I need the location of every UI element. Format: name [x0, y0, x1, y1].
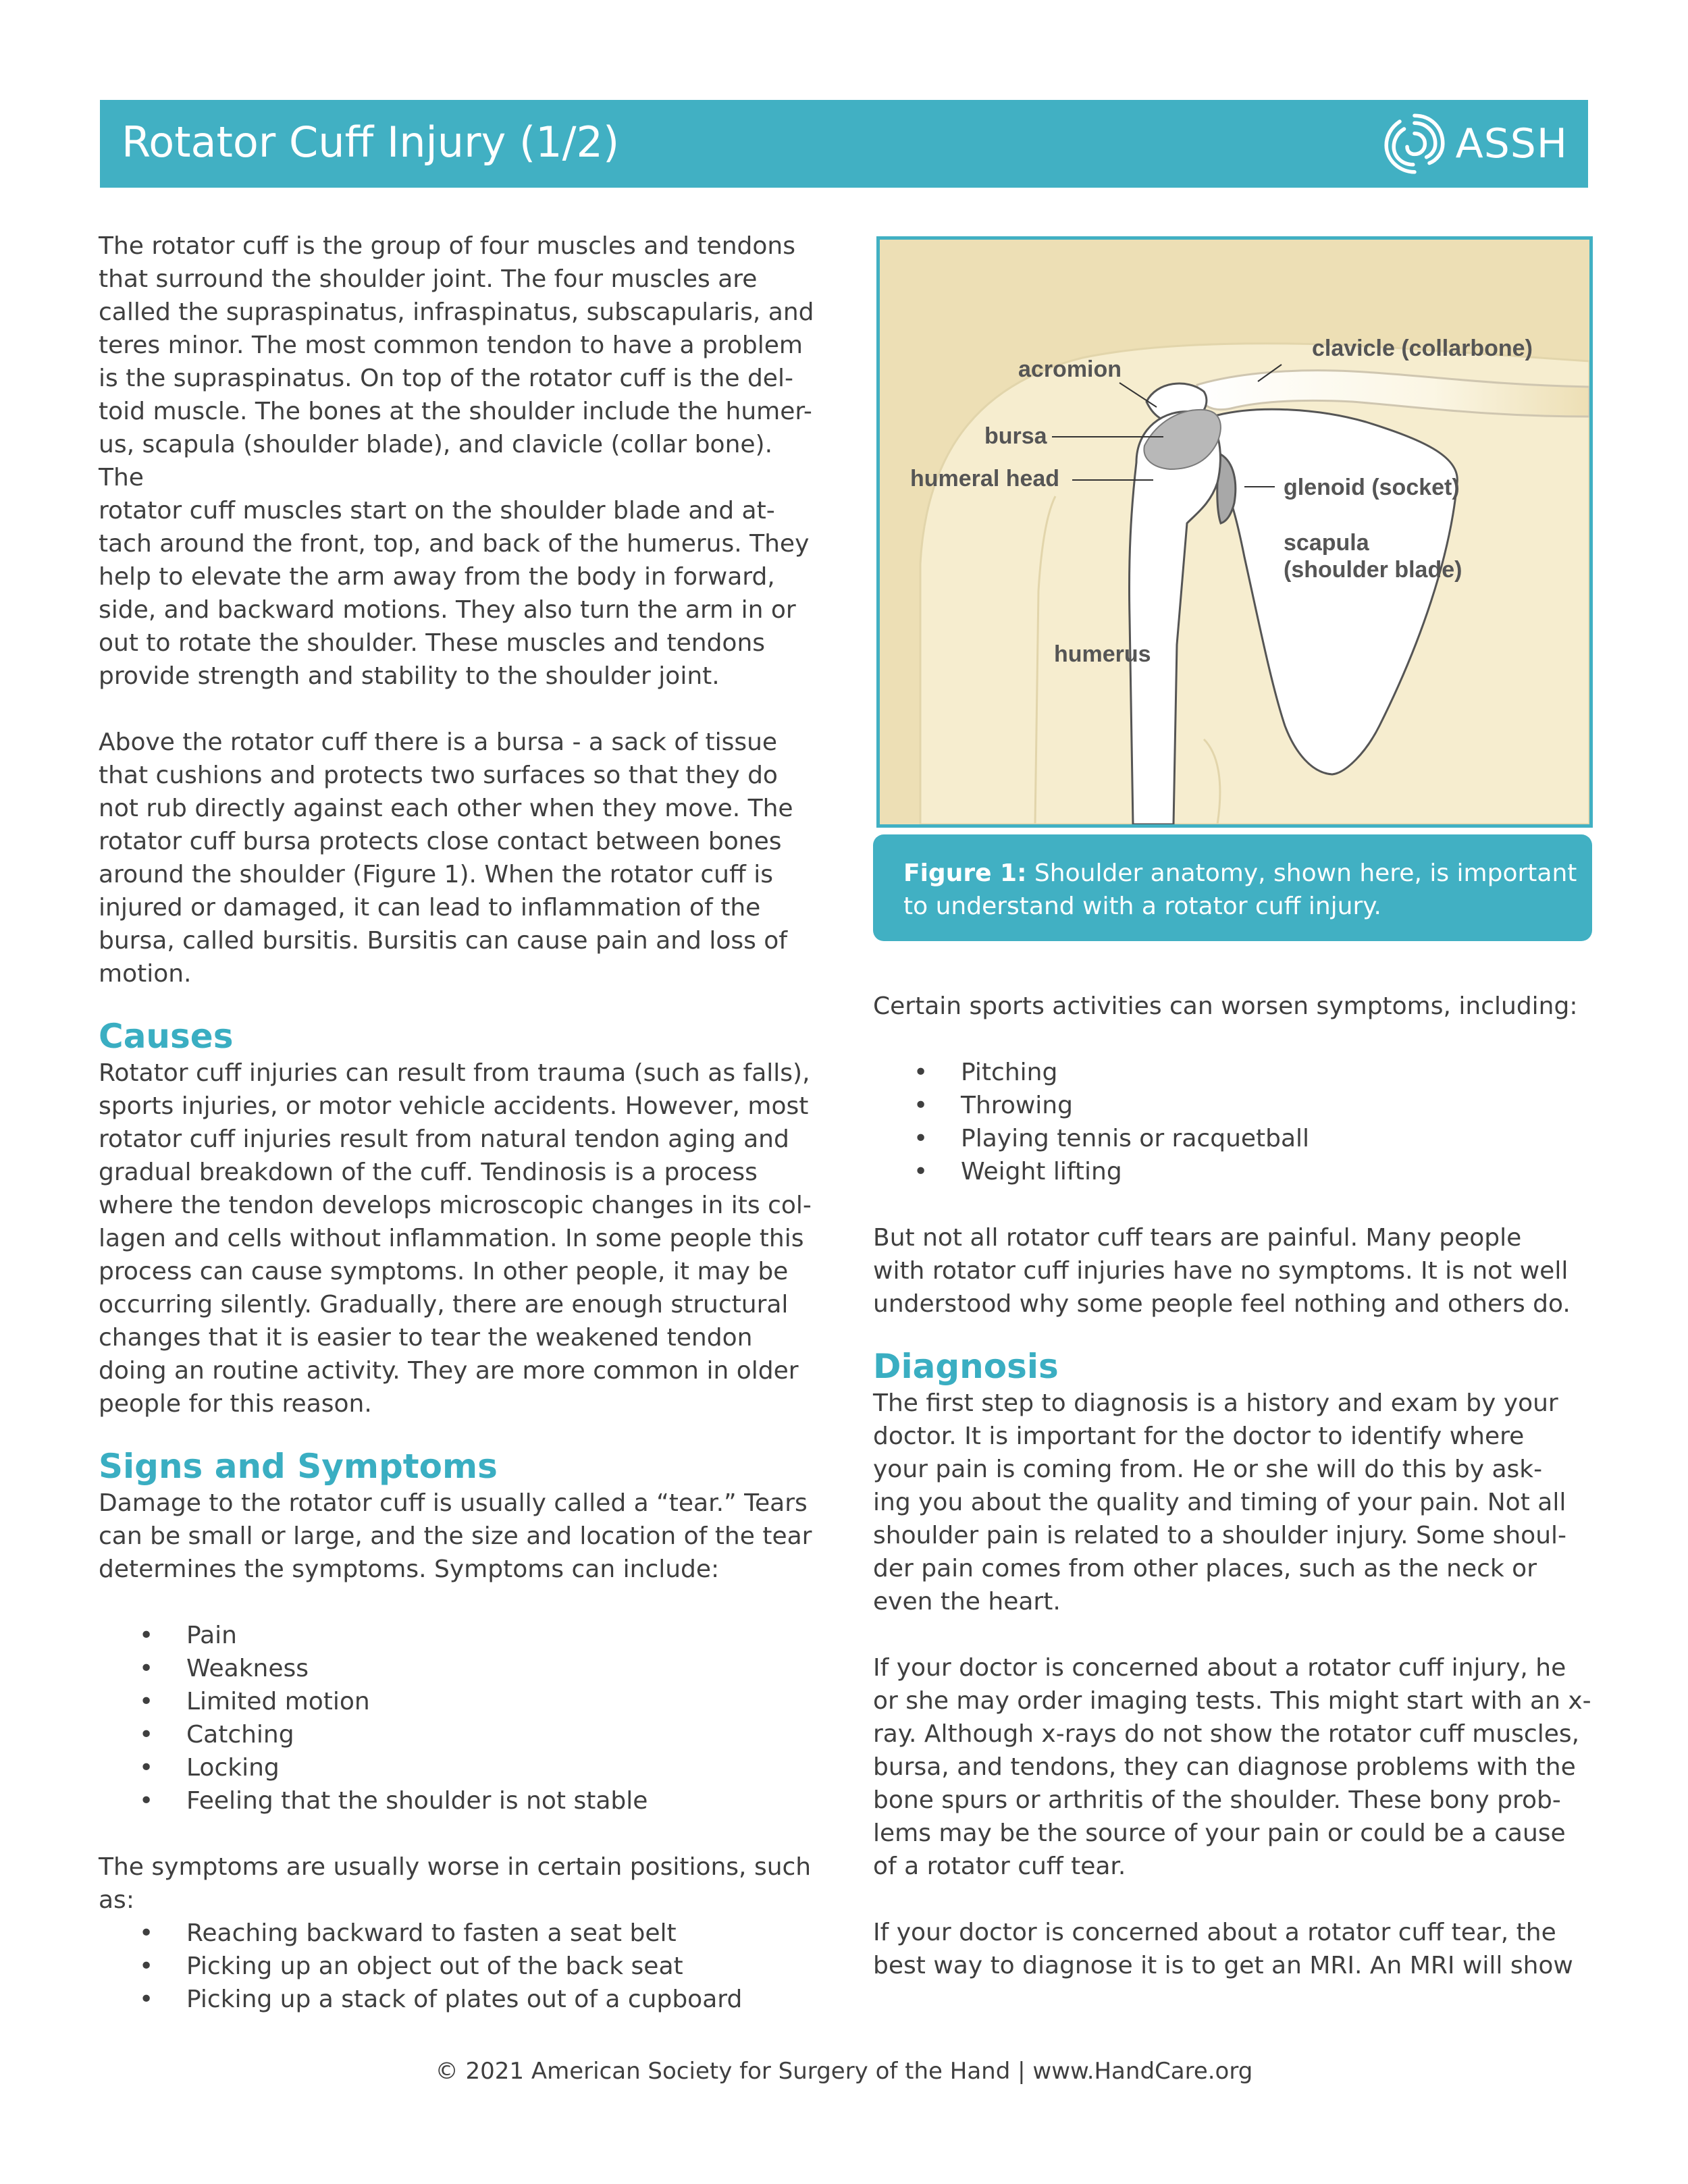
list-item: • Feeling that the shoulder is not stable: [99, 1784, 824, 1817]
caption-label: Figure 1:: [903, 859, 1027, 887]
header-banner: [100, 100, 1588, 188]
caption-text: [903, 857, 1579, 923]
logo-text: ASSH: [1455, 120, 1568, 167]
label-humerus: humerus: [1054, 641, 1151, 667]
text-line: your pain is coming from. He or she will do this by ask-: [873, 1456, 1543, 1483]
text-line: not rub directly against each other when they move. The: [99, 795, 793, 822]
text-line: shoulder pain is related to a shoulder injury. Some shoul-: [873, 1522, 1567, 1549]
bursa-paragraph: [99, 726, 824, 990]
text-line: people for this reason.: [99, 1390, 372, 1418]
label-shoulder-blade: (shoulder blade): [1284, 557, 1462, 583]
text-line: where the tendon develops microscopic changes in its col-: [99, 1192, 812, 1219]
positions-paragraph: [99, 1850, 824, 1917]
caption-line-1: Shoulder anatomy, shown here, is important: [1026, 859, 1577, 887]
list-item: • Playing tennis or racquetball: [873, 1122, 1595, 1155]
diagnosis-heading: Diagnosis: [873, 1347, 1059, 1386]
assh-swirl-icon: [1377, 107, 1452, 181]
left-column: [99, 230, 824, 2016]
list-item: • Limited motion: [99, 1685, 824, 1718]
signs-paragraph: [99, 1487, 824, 1586]
page-title: Rotator Cuff Injury (1/2): [122, 117, 620, 167]
signs-heading: Signs and Symptoms: [99, 1447, 498, 1486]
text-line: determines the symptoms. Symptoms can include:: [99, 1555, 720, 1583]
sports-list: [873, 1056, 1595, 1188]
text-line: If your doctor is concerned about a rotator cuff tear, the: [873, 1919, 1556, 1946]
intro-paragraph: [99, 230, 824, 693]
text-line: bone spurs or arthritis of the shoulder. These bony prob-: [873, 1786, 1561, 1814]
caption-line-2: to understand with a rotator cuff injury.: [903, 893, 1381, 920]
text-line: motion.: [99, 960, 192, 988]
text-line: process can cause symptoms. In other people, it may be: [99, 1258, 789, 1285]
text-line: out to rotate the shoulder. These muscles and tendons: [99, 629, 766, 657]
text-line: Above the rotator cuff there is a bursa - a sack of tissue: [99, 728, 778, 756]
text-line: rotator cuff bursa protects close contact between bones: [99, 828, 782, 855]
imaging-paragraph: [873, 1651, 1595, 1883]
list-item: • Locking: [99, 1751, 824, 1784]
text-line: that surround the shoulder joint. The four muscles are: [99, 265, 758, 293]
text-line: is the supraspinatus. On top of the rotator cuff is the del-: [99, 365, 793, 392]
text-line: can be small or large, and the size and location of the tear: [99, 1522, 812, 1550]
text-line: changes that it is easier to tear the weakened tendon: [99, 1324, 753, 1352]
text-line: But not all rotator cuff tears are painful. Many people: [873, 1224, 1522, 1252]
text-line: as:: [99, 1886, 134, 1914]
text-line: The rotator cuff is the group of four muscles and tendons: [99, 232, 795, 260]
text-line: tach around the front, top, and back of the humerus. They: [99, 530, 810, 558]
text-line: gradual breakdown of the cuff. Tendinosis is a process: [99, 1158, 758, 1186]
list-item: • Reaching backward to fasten a seat belt: [99, 1917, 824, 1950]
label-clavicle: clavicle (collarbone): [1312, 336, 1533, 361]
text-line: around the shoulder (Figure 1). When the rotator cuff is: [99, 861, 773, 888]
text-line: toid muscle. The bones at the shoulder include the humer-: [99, 398, 812, 425]
list-item: • Weight lifting: [873, 1155, 1595, 1188]
text-line: help to elevate the arm away from the body in forward,: [99, 563, 775, 591]
sports-intro: Certain sports activities can worsen symptoms, including:: [873, 992, 1578, 1020]
text-line: lems may be the source of your pain or could be a cause: [873, 1819, 1566, 1847]
list-item: • Picking up an object out of the back seat: [99, 1950, 824, 1983]
text-line: doctor. It is important for the doctor to identify where: [873, 1422, 1525, 1450]
footer-copyright: © 2021 American Society for Surgery of the Hand | www.HandCare.org: [435, 2058, 1253, 2085]
text-line: The symptoms are usually worse in certain positions, such: [99, 1853, 812, 1881]
text-line: bursa, and tendons, they can diagnose problems with the: [873, 1753, 1576, 1781]
text-line: The first step to diagnosis is a history and exam by your: [873, 1389, 1558, 1417]
text-line: sports injuries, or motor vehicle accidents. However, most: [99, 1092, 809, 1120]
text-line: teres minor. The most common tendon to have a problem: [99, 331, 803, 359]
text-line: that cushions and protects two surfaces so that they do: [99, 762, 778, 789]
list-item: • Pain: [99, 1619, 824, 1652]
text-line: rotator cuff muscles start on the shoulder blade and at-: [99, 497, 775, 525]
mri-paragraph: [873, 1916, 1595, 1982]
positions-list: [99, 1917, 824, 2016]
text-line: us, scapula (shoulder blade), and clavicle (collar bone). The: [99, 431, 773, 491]
figure-caption: [873, 834, 1592, 941]
text-line: even the heart.: [873, 1588, 1061, 1616]
symptoms-list: [99, 1619, 824, 1817]
text-line: Damage to the rotator cuff is usually called a “tear.” Tears: [99, 1489, 808, 1517]
list-item: • Catching: [99, 1718, 824, 1751]
text-line: ing you about the quality and timing of your pain. Not all: [873, 1489, 1566, 1516]
label-humeral-head: humeral head: [910, 466, 1060, 491]
list-item: • Throwing: [873, 1089, 1595, 1122]
text-line: understood why some people feel nothing and others do.: [873, 1290, 1571, 1318]
shoulder-anatomy-figure: [876, 236, 1593, 828]
text-line: with rotator cuff injuries have no symptoms. It is not well: [873, 1257, 1568, 1285]
assh-logo: [1377, 113, 1568, 174]
label-glenoid: glenoid (socket): [1284, 475, 1460, 500]
list-item: • Pitching: [873, 1056, 1595, 1089]
text-line: provide strength and stability to the shoulder joint.: [99, 662, 720, 690]
causes-paragraph: [99, 1057, 824, 1420]
label-scapula: scapula: [1284, 530, 1369, 556]
text-line: occurring silently. Gradually, there are enough structural: [99, 1291, 789, 1319]
right-column: [873, 990, 1595, 1982]
text-line: bursa, called bursitis. Bursitis can cause pain and loss of: [99, 927, 788, 955]
text-line: ray. Although x-rays do not show the rotator cuff muscles,: [873, 1720, 1580, 1748]
text-line: rotator cuff injuries result from natural tendon aging and: [99, 1125, 789, 1153]
text-line: lagen and cells without inflammation. In some people this: [99, 1225, 804, 1252]
text-line: If your doctor is concerned about a rotator cuff injury, he: [873, 1654, 1566, 1682]
shoulder-anatomy-illustration: [880, 240, 1589, 824]
text-line: of a rotator cuff tear.: [873, 1853, 1126, 1880]
text-line: injured or damaged, it can lead to inflammation of the: [99, 894, 761, 922]
text-line: side, and backward motions. They also turn the arm in or: [99, 596, 796, 624]
painful-paragraph: [873, 1221, 1595, 1321]
text-line: best way to diagnose it is to get an MRI. An MRI will show: [873, 1952, 1573, 1979]
diagnosis-paragraph: [873, 1387, 1595, 1618]
text-line: Rotator cuff injuries can result from trauma (such as falls),: [99, 1059, 810, 1087]
label-acromion: acromion: [1018, 356, 1122, 382]
text-line: called the supraspinatus, infraspinatus, subscapularis, and: [99, 298, 814, 326]
list-item: • Picking up a stack of plates out of a cupboard: [99, 1983, 824, 2016]
text-line: der pain comes from other places, such as the neck or: [873, 1555, 1537, 1582]
list-item: • Weakness: [99, 1652, 824, 1685]
label-bursa: bursa: [984, 423, 1047, 449]
causes-heading: Causes: [99, 1017, 234, 1056]
text-line: or she may order imaging tests. This might start with an x-: [873, 1687, 1591, 1715]
text-line: doing an routine activity. They are more common in older: [99, 1357, 799, 1385]
